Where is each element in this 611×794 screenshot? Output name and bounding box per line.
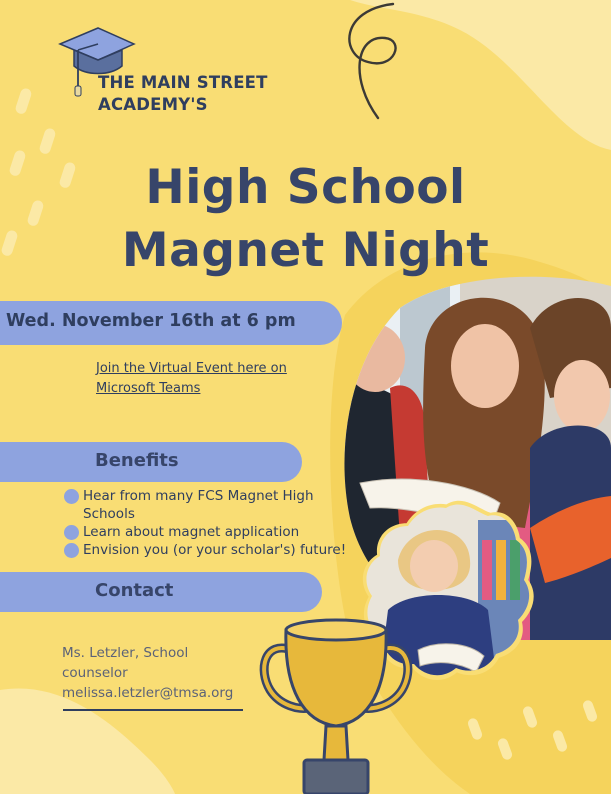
email-underline xyxy=(63,709,243,711)
list-item: Envision you (or your scholar's) future! xyxy=(64,541,364,559)
academy-name-line2: ACADEMY'S xyxy=(98,95,208,114)
academy-name-line1: THE MAIN STREET xyxy=(98,73,268,92)
list-item: Learn about magnet application xyxy=(64,523,364,541)
bullet-dot-icon xyxy=(64,543,79,558)
contact-details xyxy=(62,643,233,703)
join-virtual-event-link[interactable] xyxy=(96,359,287,399)
event-date-banner xyxy=(0,301,342,345)
contact-banner xyxy=(0,572,322,612)
contact-role: counselor xyxy=(62,665,128,681)
bullet-dot-icon xyxy=(64,489,79,504)
list-item: Hear from many FCS Magnet High Schools xyxy=(64,487,364,523)
contact-email[interactable]: melissa.letzler@tmsa.org xyxy=(62,685,234,701)
title-line2: Magnet Night xyxy=(121,223,490,278)
contact-heading: Contact xyxy=(95,580,174,601)
join-link-line2: Microsoft Teams xyxy=(96,381,201,396)
bullet-dot-icon xyxy=(64,525,79,540)
bottom-left-blob xyxy=(0,688,175,794)
trophy-icon xyxy=(256,610,416,794)
title-line1: High School xyxy=(145,160,466,215)
top-right-blob xyxy=(350,0,611,150)
join-link-line1: Join the Virtual Event here on xyxy=(96,361,287,376)
benefits-heading: Benefits xyxy=(95,450,179,471)
squiggle-line xyxy=(349,4,395,118)
contact-name: Ms. Letzler, School xyxy=(62,645,189,661)
benefits-list xyxy=(64,487,364,559)
event-date: Wed. November 16th at 6 pm xyxy=(6,311,296,331)
academy-name xyxy=(98,72,318,116)
benefits-banner xyxy=(0,442,302,482)
